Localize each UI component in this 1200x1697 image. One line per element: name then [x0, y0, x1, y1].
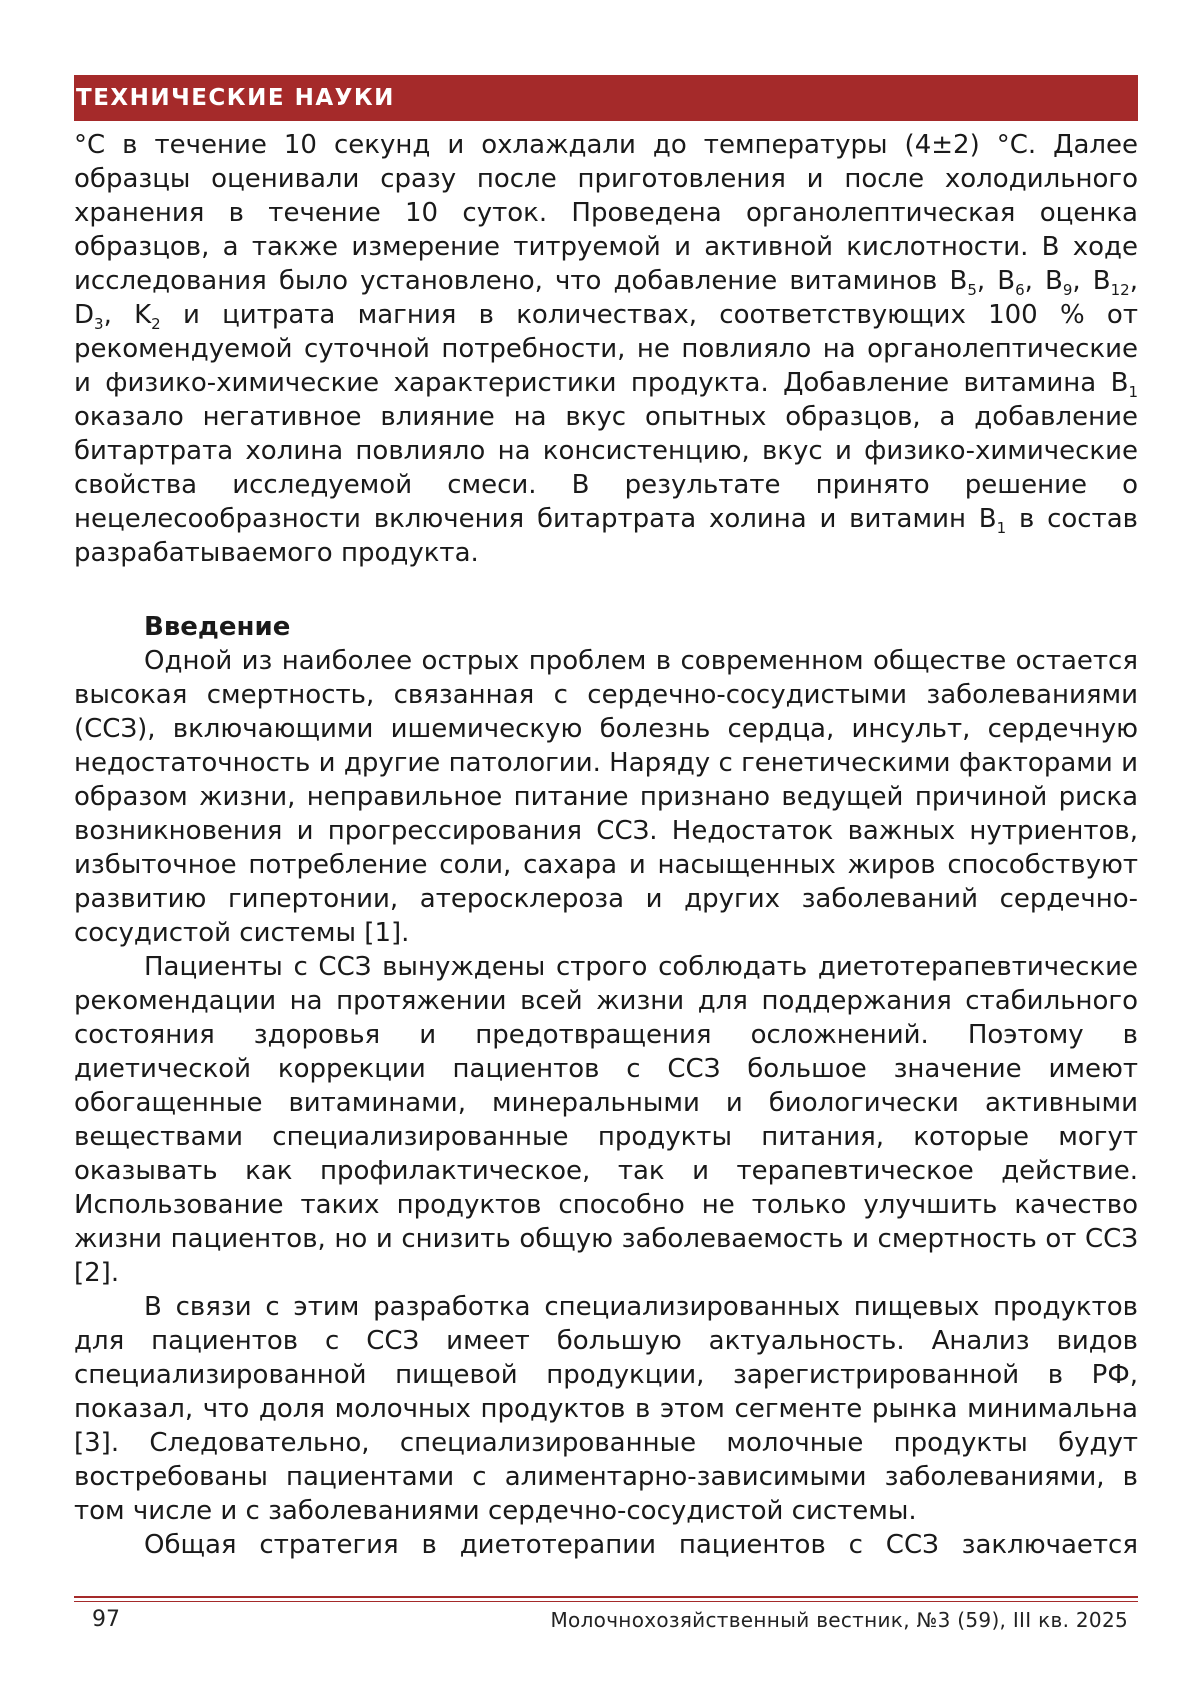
intro-paragraph-2: Пациенты с ССЗ вынуждены строго соблюдать диетотерапевтические рекомендации на протяжении всей жизни для поддержания стабильного состояния здоровья и предотвращения осложнений. Поэтому в диетической коррекции пациентов с ССЗ большое значение имеют обогащенные витаминами, минеральными и биологически активными веществами специализированные продукты питания, которые могут оказывать как профилактическое, так и терапевтическое действие. Использование таких продуктов способно не только улучшить качество жизни пациентов, но и снизить общую заболеваемость и смертность от ССЗ [2].	[74, 950, 1138, 1290]
abstract-paragraph: °С в течение 10 секунд и охлаждали до температуры (4±2) °С. Далее образцы оценивали сразу после приготовления и после холодильного хранения в течение 10 суток. Проведена органолептическая оценка образцов, а также измерение титруемой и активной кислотности. В ходе исследования было установлено, что добавление витаминов В5, В6, В9, В12, D3, K2 и цитрата магния в количествах, соответствующих 100 % от рекомендуемой суточной потребности, не повлияло на органолептические и физико-химические характеристики продукта. Добавление витамина В1 оказало негативное влияние на вкус опытных образцов, а добавление битартрата холина повлияло на консистенцию, вкус и физико-химические свойства исследуемой смеси. В результате принято решение о нецелесообразности включения битартрата холина и витамин В1 в состав разрабатываемого продукта.	[74, 128, 1138, 570]
section-header-bar	[74, 75, 1138, 121]
intro-heading: Введение	[74, 610, 1138, 644]
journal-citation: Молочнохозяйственный вестник, №3 (59), III кв. 2025	[550, 1608, 1128, 1632]
footer-divider	[74, 1596, 1138, 1598]
intro-paragraph-3: В связи с этим разработка специализированных пищевых продуктов для пациентов с ССЗ имеет большую актуальность. Анализ видов специализированной пищевой продукции, зарегистрированной в РФ, показал, что доля молочных продуктов в этом сегменте рынка минимальна [3]. Следовательно, специализированные молочные продукты будут востребованы пациентами с алиментарно-зависимыми заболеваниями, в том числе и с заболеваниями сердечно-сосудистой системы.	[74, 1290, 1138, 1528]
intro-paragraph-1: Одной из наиболее острых проблем в современном обществе остается высокая смертность, связанная с сердечно-сосудистыми заболеваниями (ССЗ), включающими ишемическую болезнь сердца, инсульт, сердечную недостаточность и другие патологии. Наряду с генетическими факторами и образом жизни, неправильное питание признано ведущей причиной риска возникновения и прогрессирования ССЗ. Недостаток важных нутриентов, избыточное потребление соли, сахара и насыщенных жиров способствуют развитию гипертонии, атеросклероза и других заболеваний сердечно-сосудистой системы [1].	[74, 644, 1138, 950]
footer-divider-thin	[74, 1601, 1138, 1602]
article-body	[74, 128, 1138, 1562]
page-number: 97	[92, 1607, 120, 1632]
section-title: ТЕХНИЧЕСКИЕ НАУКИ	[74, 85, 395, 111]
intro-paragraph-4: Общая стратегия в диетотерапии пациентов с ССЗ заключается	[74, 1528, 1138, 1562]
